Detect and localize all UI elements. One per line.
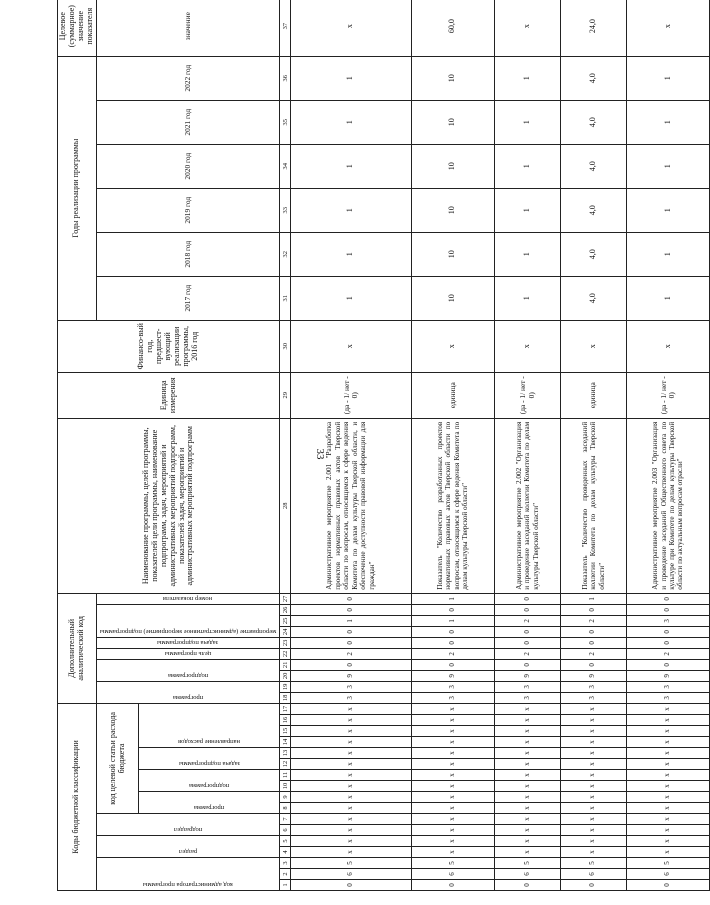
row-year-value: 1 xyxy=(291,232,411,276)
code-cell: х xyxy=(560,781,626,792)
column-number: 11 xyxy=(280,770,291,781)
code-cell: х xyxy=(560,770,626,781)
code-cell: х xyxy=(626,803,710,814)
code-cell: 3 xyxy=(626,692,710,703)
code-cell: 0 xyxy=(291,880,411,891)
code-cell: 2 xyxy=(626,648,710,659)
unit-header: Единица измерения xyxy=(58,372,280,418)
code-cell: х xyxy=(291,792,411,803)
row-fin-year: х xyxy=(411,320,495,372)
code-cell: х xyxy=(291,814,411,825)
code-cell: х xyxy=(626,825,710,836)
code-cell: х xyxy=(560,847,626,858)
target-code-header: код целевой статьи расхода бюджета xyxy=(96,703,139,813)
code-cell: х xyxy=(560,836,626,847)
code-cell: х xyxy=(626,737,710,748)
table-body xyxy=(291,0,710,891)
code-cell: х xyxy=(495,748,561,759)
row-year-value: 1 xyxy=(495,232,561,276)
column-number: 32 xyxy=(280,232,291,276)
code-cell: х xyxy=(411,703,495,714)
code-cell: х xyxy=(291,715,411,726)
year-2021-header: 2021 год xyxy=(96,100,279,144)
row-fin-year: х xyxy=(495,320,561,372)
table-row xyxy=(291,0,411,891)
code-cell: х xyxy=(411,792,495,803)
code-cell: 5 xyxy=(560,858,626,869)
code-cell: х xyxy=(626,703,710,714)
row-year-value: 1 xyxy=(626,188,710,232)
code-cell: х xyxy=(291,703,411,714)
code-cell: 6 xyxy=(626,869,710,880)
column-number: 9 xyxy=(280,792,291,803)
an-indicator-header: номер показателя xyxy=(163,594,213,602)
code-cell: х xyxy=(411,715,495,726)
code-cell: х xyxy=(495,770,561,781)
code-cell: х xyxy=(495,847,561,858)
row-name: Показатель "Количество проведенных заседаний коллегии Комитета по делам культуры Тверской области" xyxy=(560,418,626,593)
row-target: х xyxy=(495,0,561,56)
code-cell: х xyxy=(411,825,495,836)
column-number: 14 xyxy=(280,737,291,748)
code-cell: х xyxy=(495,792,561,803)
column-number: 18 xyxy=(280,692,291,703)
code-cell: 5 xyxy=(626,858,710,869)
column-number: 36 xyxy=(280,56,291,100)
code-cell: 9 xyxy=(495,670,561,681)
row-year-value: 10 xyxy=(411,188,495,232)
column-number: 12 xyxy=(280,759,291,770)
column-number: 15 xyxy=(280,726,291,737)
program-header: программа xyxy=(194,804,225,811)
code-cell: х xyxy=(291,748,411,759)
code-cell: 1 xyxy=(560,593,626,604)
code-cell: 3 xyxy=(291,681,411,692)
code-cell: 0 xyxy=(411,626,495,637)
column-number: 30 xyxy=(280,320,291,372)
code-cell: х xyxy=(560,748,626,759)
row-year-value: 1 xyxy=(495,188,561,232)
row-year-value: 1 xyxy=(291,144,411,188)
page-number: 33 xyxy=(314,448,326,460)
code-cell: 6 xyxy=(291,869,411,880)
code-cell: х xyxy=(495,814,561,825)
code-cell: 0 xyxy=(411,604,495,615)
code-cell: 1 xyxy=(291,615,411,626)
code-cell: 0 xyxy=(560,637,626,648)
code-cell: 9 xyxy=(626,670,710,681)
code-cell: 0 xyxy=(495,659,561,670)
code-cell: 3 xyxy=(291,692,411,703)
row-unit: единица xyxy=(411,372,495,418)
column-number: 24 xyxy=(280,626,291,637)
year-2018-header: 2018 год xyxy=(96,232,279,276)
row-year-value: 10 xyxy=(411,144,495,188)
column-number: 22 xyxy=(280,648,291,659)
code-cell: 0 xyxy=(291,659,411,670)
code-cell: 0 xyxy=(560,626,626,637)
row-fin-year: х xyxy=(626,320,710,372)
row-target: 60,0 xyxy=(411,0,495,56)
code-cell: 0 xyxy=(411,880,495,891)
row-fin-year: х xyxy=(291,320,411,372)
admin-code-header: код администратора программы xyxy=(143,881,233,888)
rotated-table-container xyxy=(57,5,685,891)
code-cell: х xyxy=(495,759,561,770)
code-cell: 0 xyxy=(626,604,710,615)
code-cell: х xyxy=(626,748,710,759)
code-cell: 0 xyxy=(291,626,411,637)
code-cell: 0 xyxy=(626,659,710,670)
code-cell: 9 xyxy=(411,670,495,681)
code-cell: 0 xyxy=(291,637,411,648)
code-cell: 0 xyxy=(411,637,495,648)
code-cell: х xyxy=(411,759,495,770)
row-year-value: 1 xyxy=(495,144,561,188)
code-cell: х xyxy=(560,737,626,748)
row-year-value: 1 xyxy=(495,56,561,100)
column-number: 13 xyxy=(280,748,291,759)
column-number: 29 xyxy=(280,372,291,418)
code-cell: 3 xyxy=(495,692,561,703)
row-year-value: 4,0 xyxy=(560,276,626,320)
column-number: 3 xyxy=(280,858,291,869)
code-cell: 0 xyxy=(560,880,626,891)
code-cell: х xyxy=(626,781,710,792)
code-cell: х xyxy=(626,759,710,770)
subprogram-task-header: задача подпрограммы xyxy=(178,760,240,767)
code-cell: х xyxy=(560,759,626,770)
code-cell: х xyxy=(411,770,495,781)
code-cell: х xyxy=(626,847,710,858)
row-name: Административное мероприятие 2.001 "Разработка проектов нормативных правовых актов Тверской области по вопросам, относящимся к сфере ведения Комитета по делам культуры Тверской области, и обеспечение доступности правовой информации для граждан" xyxy=(291,418,411,593)
code-cell: х xyxy=(626,836,710,847)
an-event-header: мероприятие (административное мероприятие) подпрограммы xyxy=(99,627,277,635)
code-cell: 0 xyxy=(495,593,561,604)
section-header: раздел xyxy=(178,848,198,855)
table-row xyxy=(495,0,561,891)
row-year-value: 4,0 xyxy=(560,100,626,144)
target-value-header: значение xyxy=(96,0,279,56)
row-year-value: 1 xyxy=(626,56,710,100)
code-cell: 2 xyxy=(291,648,411,659)
column-number: 20 xyxy=(280,670,291,681)
code-cell: 5 xyxy=(411,858,495,869)
code-cell: х xyxy=(291,803,411,814)
code-cell: 0 xyxy=(495,880,561,891)
an-task-header: задача подпрограммы xyxy=(157,638,219,646)
code-cell: х xyxy=(626,770,710,781)
table-row xyxy=(626,0,710,891)
code-cell: х xyxy=(291,781,411,792)
row-name: Показатель "Количество разработанных проектов нормативных правовых актов Тверской области по вопросам, относящимся к сфере ведения Комитета по делам культуры Тверской области" xyxy=(411,418,495,593)
code-cell: х xyxy=(560,703,626,714)
an-program-header: программа xyxy=(172,693,204,701)
code-cell: х xyxy=(560,726,626,737)
budget-class-header: Коды бюджетной классификации xyxy=(58,703,97,890)
row-unit: (да - 1/ нет - 0) xyxy=(626,372,710,418)
an-subprogram-header: подпрограмма xyxy=(167,671,209,679)
years-header: Годы реализации программы xyxy=(58,56,97,320)
code-cell: х xyxy=(560,825,626,836)
row-year-value: 1 xyxy=(291,188,411,232)
extra-code-header: Дополнительный аналитический код xyxy=(58,593,97,703)
code-cell: 0 xyxy=(626,626,710,637)
code-cell: х xyxy=(291,836,411,847)
column-number: 26 xyxy=(280,604,291,615)
code-cell: 3 xyxy=(411,692,495,703)
code-cell: х xyxy=(495,715,561,726)
row-year-value: 1 xyxy=(626,144,710,188)
code-cell: х xyxy=(291,737,411,748)
column-number: 6 xyxy=(280,825,291,836)
target-header: Целевое (суммарное) значение показателя xyxy=(58,0,97,56)
column-number: 35 xyxy=(280,100,291,144)
code-cell: х xyxy=(291,825,411,836)
code-cell: 0 xyxy=(495,637,561,648)
row-target: х xyxy=(626,0,710,56)
code-cell: х xyxy=(495,703,561,714)
column-number: 7 xyxy=(280,814,291,825)
row-year-value: 4,0 xyxy=(560,144,626,188)
row-year-value: 1 xyxy=(291,100,411,144)
row-year-value: 1 xyxy=(626,276,710,320)
code-cell: 1 xyxy=(411,615,495,626)
code-cell: 0 xyxy=(495,626,561,637)
code-cell: 3 xyxy=(626,615,710,626)
code-cell: 2 xyxy=(560,648,626,659)
code-cell: 2 xyxy=(495,648,561,659)
column-number: 25 xyxy=(280,615,291,626)
code-cell: х xyxy=(560,792,626,803)
code-cell: х xyxy=(560,814,626,825)
code-cell: 2 xyxy=(560,615,626,626)
row-year-value: 10 xyxy=(411,56,495,100)
code-cell: х xyxy=(291,726,411,737)
code-cell: х xyxy=(626,726,710,737)
code-cell: х xyxy=(626,792,710,803)
code-cell: 6 xyxy=(411,869,495,880)
year-2019-header: 2019 год xyxy=(96,188,279,232)
row-year-value: 1 xyxy=(495,100,561,144)
row-year-value: 1 xyxy=(291,276,411,320)
code-cell: х xyxy=(495,803,561,814)
code-cell: х xyxy=(495,737,561,748)
row-year-value: 4,0 xyxy=(560,56,626,100)
column-number: 4 xyxy=(280,847,291,858)
code-cell: х xyxy=(626,715,710,726)
code-cell: 3 xyxy=(495,681,561,692)
code-cell: х xyxy=(291,759,411,770)
row-year-value: 4,0 xyxy=(560,232,626,276)
code-cell: 2 xyxy=(411,648,495,659)
code-cell: 3 xyxy=(560,681,626,692)
code-cell: 1 xyxy=(411,593,495,604)
column-number: 10 xyxy=(280,781,291,792)
row-name: Административное мероприятие 2.003 "Организация и проведение заседаний Общественного совета по культуре при Комитете по делам культуры Тверской области по актуальным вопросам отрасли" xyxy=(626,418,710,593)
code-cell: 3 xyxy=(626,681,710,692)
expense-direction-header: направление расходов xyxy=(178,738,241,745)
code-cell: х xyxy=(495,825,561,836)
code-cell: х xyxy=(291,847,411,858)
column-number: 17 xyxy=(280,703,291,714)
code-cell: 2 xyxy=(495,615,561,626)
column-number: 16 xyxy=(280,715,291,726)
row-year-value: 1 xyxy=(626,232,710,276)
year-2020-header: 2020 год xyxy=(96,144,279,188)
column-number: 8 xyxy=(280,803,291,814)
column-number: 28 xyxy=(280,418,291,593)
name-header: Наименование программы, целей программы, показателей цели программы, наименование подпрограмм, задач, мероприятий и административных мероприятий подпрограмм, показателей задач, мероприятий и административных мероприятий подпрограмм xyxy=(58,418,280,593)
row-year-value: 10 xyxy=(411,232,495,276)
code-cell: 6 xyxy=(495,869,561,880)
row-year-value: 1 xyxy=(626,100,710,144)
code-cell: 5 xyxy=(495,858,561,869)
row-year-value: 10 xyxy=(411,276,495,320)
column-number: 21 xyxy=(280,659,291,670)
subsection-header: подраздел xyxy=(173,826,203,833)
code-cell: х xyxy=(411,803,495,814)
code-cell: 3 xyxy=(560,692,626,703)
code-cell: 6 xyxy=(560,869,626,880)
column-number: 33 xyxy=(280,188,291,232)
year-2022-header: 2022 год xyxy=(96,56,279,100)
code-cell: 0 xyxy=(411,659,495,670)
row-year-value: 1 xyxy=(291,56,411,100)
code-cell: 5 xyxy=(291,858,411,869)
row-name: Административное мероприятие 2.002 "Организация и проведение заседаний коллегии Комитета по делам культуры Тверской области" xyxy=(495,418,561,593)
code-cell: х xyxy=(560,803,626,814)
code-cell: 0 xyxy=(626,637,710,648)
row-fin-year: х xyxy=(560,320,626,372)
row-unit: (да - 1/ нет - 0) xyxy=(495,372,561,418)
table-row xyxy=(411,0,495,891)
row-target: х xyxy=(291,0,411,56)
code-cell: 0 xyxy=(626,593,710,604)
column-number: 5 xyxy=(280,836,291,847)
row-year-value: 10 xyxy=(411,100,495,144)
column-number: 37 xyxy=(280,0,291,56)
code-cell: х xyxy=(495,781,561,792)
column-number: 1 xyxy=(280,880,291,891)
row-unit: (да - 1/ нет - 0) xyxy=(291,372,411,418)
table-row xyxy=(560,0,626,891)
code-cell: х xyxy=(495,726,561,737)
code-cell: х xyxy=(495,836,561,847)
code-cell: 0 xyxy=(560,604,626,615)
row-unit: единица xyxy=(560,372,626,418)
code-cell: х xyxy=(626,814,710,825)
column-number: 31 xyxy=(280,276,291,320)
code-cell: х xyxy=(411,836,495,847)
program-indicators-table xyxy=(57,0,710,891)
code-cell: 3 xyxy=(411,681,495,692)
code-cell: х xyxy=(411,737,495,748)
code-cell: х xyxy=(411,814,495,825)
code-cell: х xyxy=(411,748,495,759)
column-number: 23 xyxy=(280,637,291,648)
year-2017-header: 2017 год xyxy=(96,276,279,320)
row-target: 24,0 xyxy=(560,0,626,56)
code-cell: х xyxy=(560,715,626,726)
code-cell: 0 xyxy=(291,593,411,604)
code-cell: 0 xyxy=(291,604,411,615)
row-year-value: 1 xyxy=(495,276,561,320)
code-cell: 9 xyxy=(560,670,626,681)
code-cell: 9 xyxy=(291,670,411,681)
column-number: 27 xyxy=(280,593,291,604)
code-cell: 0 xyxy=(560,659,626,670)
code-cell: х xyxy=(411,726,495,737)
code-cell: х xyxy=(411,847,495,858)
code-cell: х xyxy=(291,770,411,781)
column-number: 34 xyxy=(280,144,291,188)
subprogram-header: подпрограмма xyxy=(189,782,230,789)
code-cell: х xyxy=(411,781,495,792)
fin-year-header: Финансо-вый год, предшест-вующий реализации программы, 2016 год xyxy=(58,320,280,372)
code-cell: 0 xyxy=(626,880,710,891)
code-cell: 0 xyxy=(495,604,561,615)
column-number-row xyxy=(280,0,291,891)
row-year-value: 4,0 xyxy=(560,188,626,232)
an-goal-header: цель программы xyxy=(164,649,212,657)
column-number: 2 xyxy=(280,869,291,880)
column-number: 19 xyxy=(280,681,291,692)
